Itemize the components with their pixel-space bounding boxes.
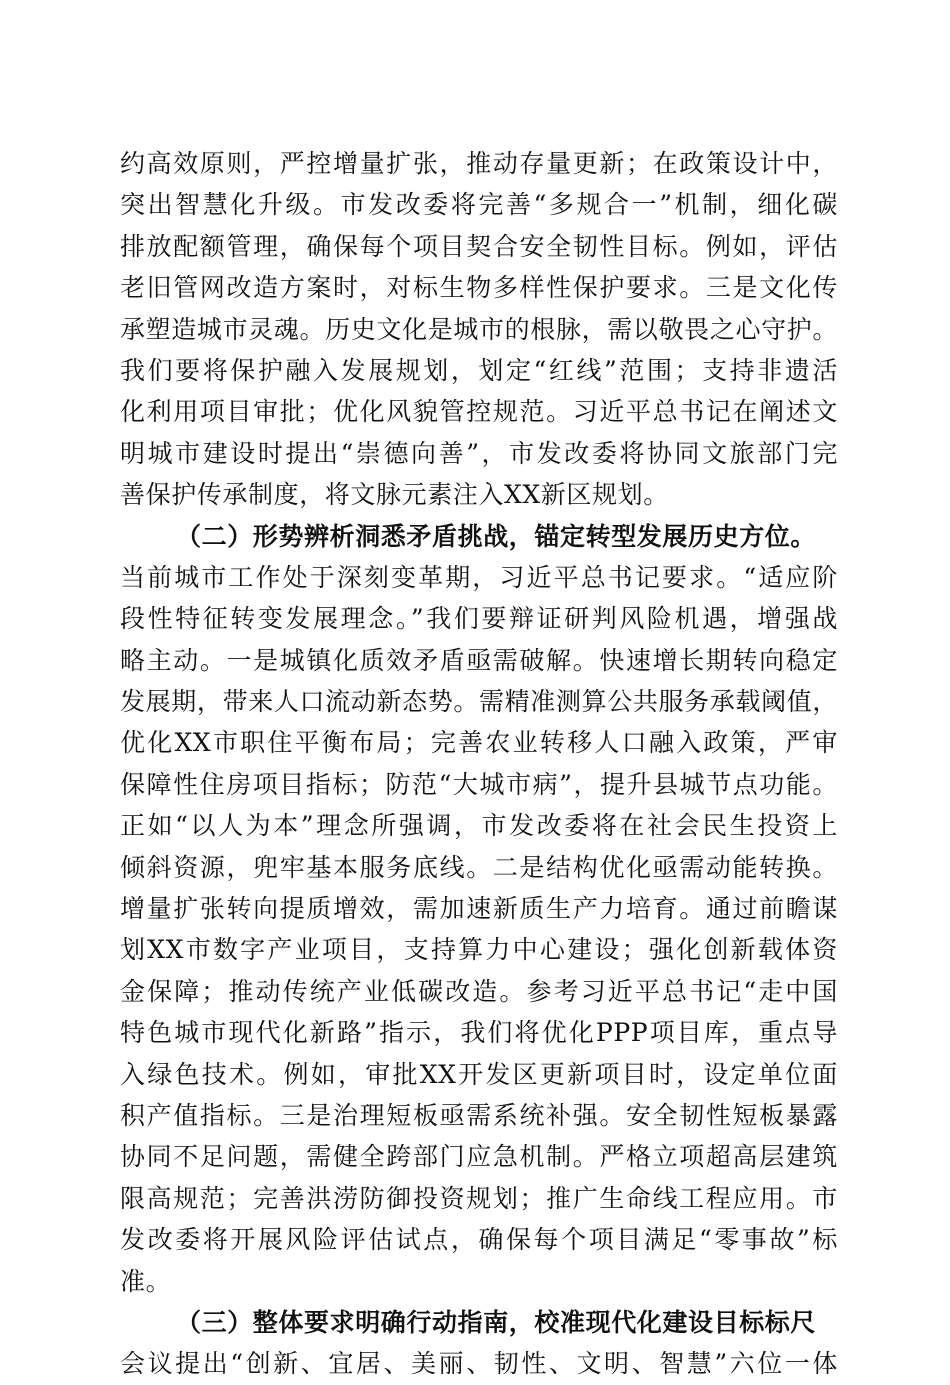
text-line: 会议提出“创新、宜居、美丽、韧性、文明、智慧”六位一体 <box>120 1349 838 1379</box>
document-body <box>120 143 838 1385</box>
text-line: 承塑造城市灵魂。历史文化是城市的根脉，需以敬畏之心守护。 <box>120 314 838 344</box>
section-heading: （二）形势辨析洞悉矛盾挑战，锚定转型发展历史方位。 <box>176 521 817 551</box>
text-line: 略主动。一是城镇化质效矛盾亟需破解。快速增长期转向稳定 <box>120 645 838 675</box>
text-line: 约高效原则，严控增量扩张，推动存量更新；在政策设计中， <box>120 149 838 178</box>
text-line: 化利用项目审批；优化风貌管控规范。习近平总书记在阐述文 <box>120 397 838 427</box>
text-line: 积产值指标。三是治理短板亟需系统补强。安全韧性短板暴露 <box>120 1100 838 1130</box>
text-line: 特色城市现代化新路”指示，我们将优化PPP项目库，重点导 <box>120 1018 838 1048</box>
text-line: 段性特征转变发展理念。”我们要辩证研判风险机遇，增强战 <box>120 604 838 634</box>
text-line: 排放配额管理，确保每个项目契合安全韧性目标。例如，评估 <box>120 231 838 261</box>
section-heading: （三）整体要求明确行动指南，校准现代化建设目标标尺 <box>176 1307 817 1337</box>
text-line: 善保护传承制度，将文脉元素注入XX新区规划。 <box>120 480 669 510</box>
text-line: 优化XX市职住平衡布局；完善农业转移人口融入政策，严审 <box>120 728 838 758</box>
text-line: 增量扩张转向提质增效，需加速新质生产力培育。通过前瞻谋 <box>120 894 838 924</box>
text-line: 保障性住房项目指标；防范“大城市病”，提升县城节点功能。 <box>120 769 838 799</box>
text-line: 我们要将保护融入发展规划，划定“红线”范围；支持非遗活 <box>120 355 838 385</box>
text-line: 发改委将开展风险评估试点，确保每个项目满足“零事故”标 <box>120 1225 838 1255</box>
text-line: 限高规范；完善洪涝防御投资规划；推广生命线工程应用。市 <box>120 1183 838 1213</box>
text-line: 突出智慧化升级。市发改委将完善“多规合一”机制，细化碳 <box>120 190 838 220</box>
text-line: 入绿色技术。例如，审批XX开发区更新项目时，设定单位面 <box>120 1059 838 1089</box>
text-line: 划XX市数字产业项目，支持算力中心建设；强化创新载体资 <box>120 935 838 965</box>
text-line: 明城市建设时提出“崇德向善”，市发改委将协同文旅部门完 <box>120 438 838 468</box>
text-line: 准。 <box>120 1266 172 1296</box>
text-line: 协同不足问题，需健全跨部门应急机制。严格立项超高层建筑 <box>120 1142 838 1172</box>
text-line: 金保障；推动传统产业低碳改造。参考习近平总书记“走中国 <box>120 976 838 1006</box>
text-line: 发展期，带来人口流动新态势。需精准测算公共服务承载阈值， <box>120 687 838 717</box>
text-line: 正如“以人为本”理念所强调，市发改委将在社会民生投资上 <box>120 811 838 841</box>
text-line: 当前城市工作处于深刻变革期，习近平总书记要求。“适应阶 <box>120 562 838 592</box>
text-line: 倾斜资源，兜牢基本服务底线。二是结构优化亟需动能转换。 <box>120 852 838 882</box>
text-line: 老旧管网改造方案时，对标生物多样性保护要求。三是文化传 <box>120 273 838 303</box>
